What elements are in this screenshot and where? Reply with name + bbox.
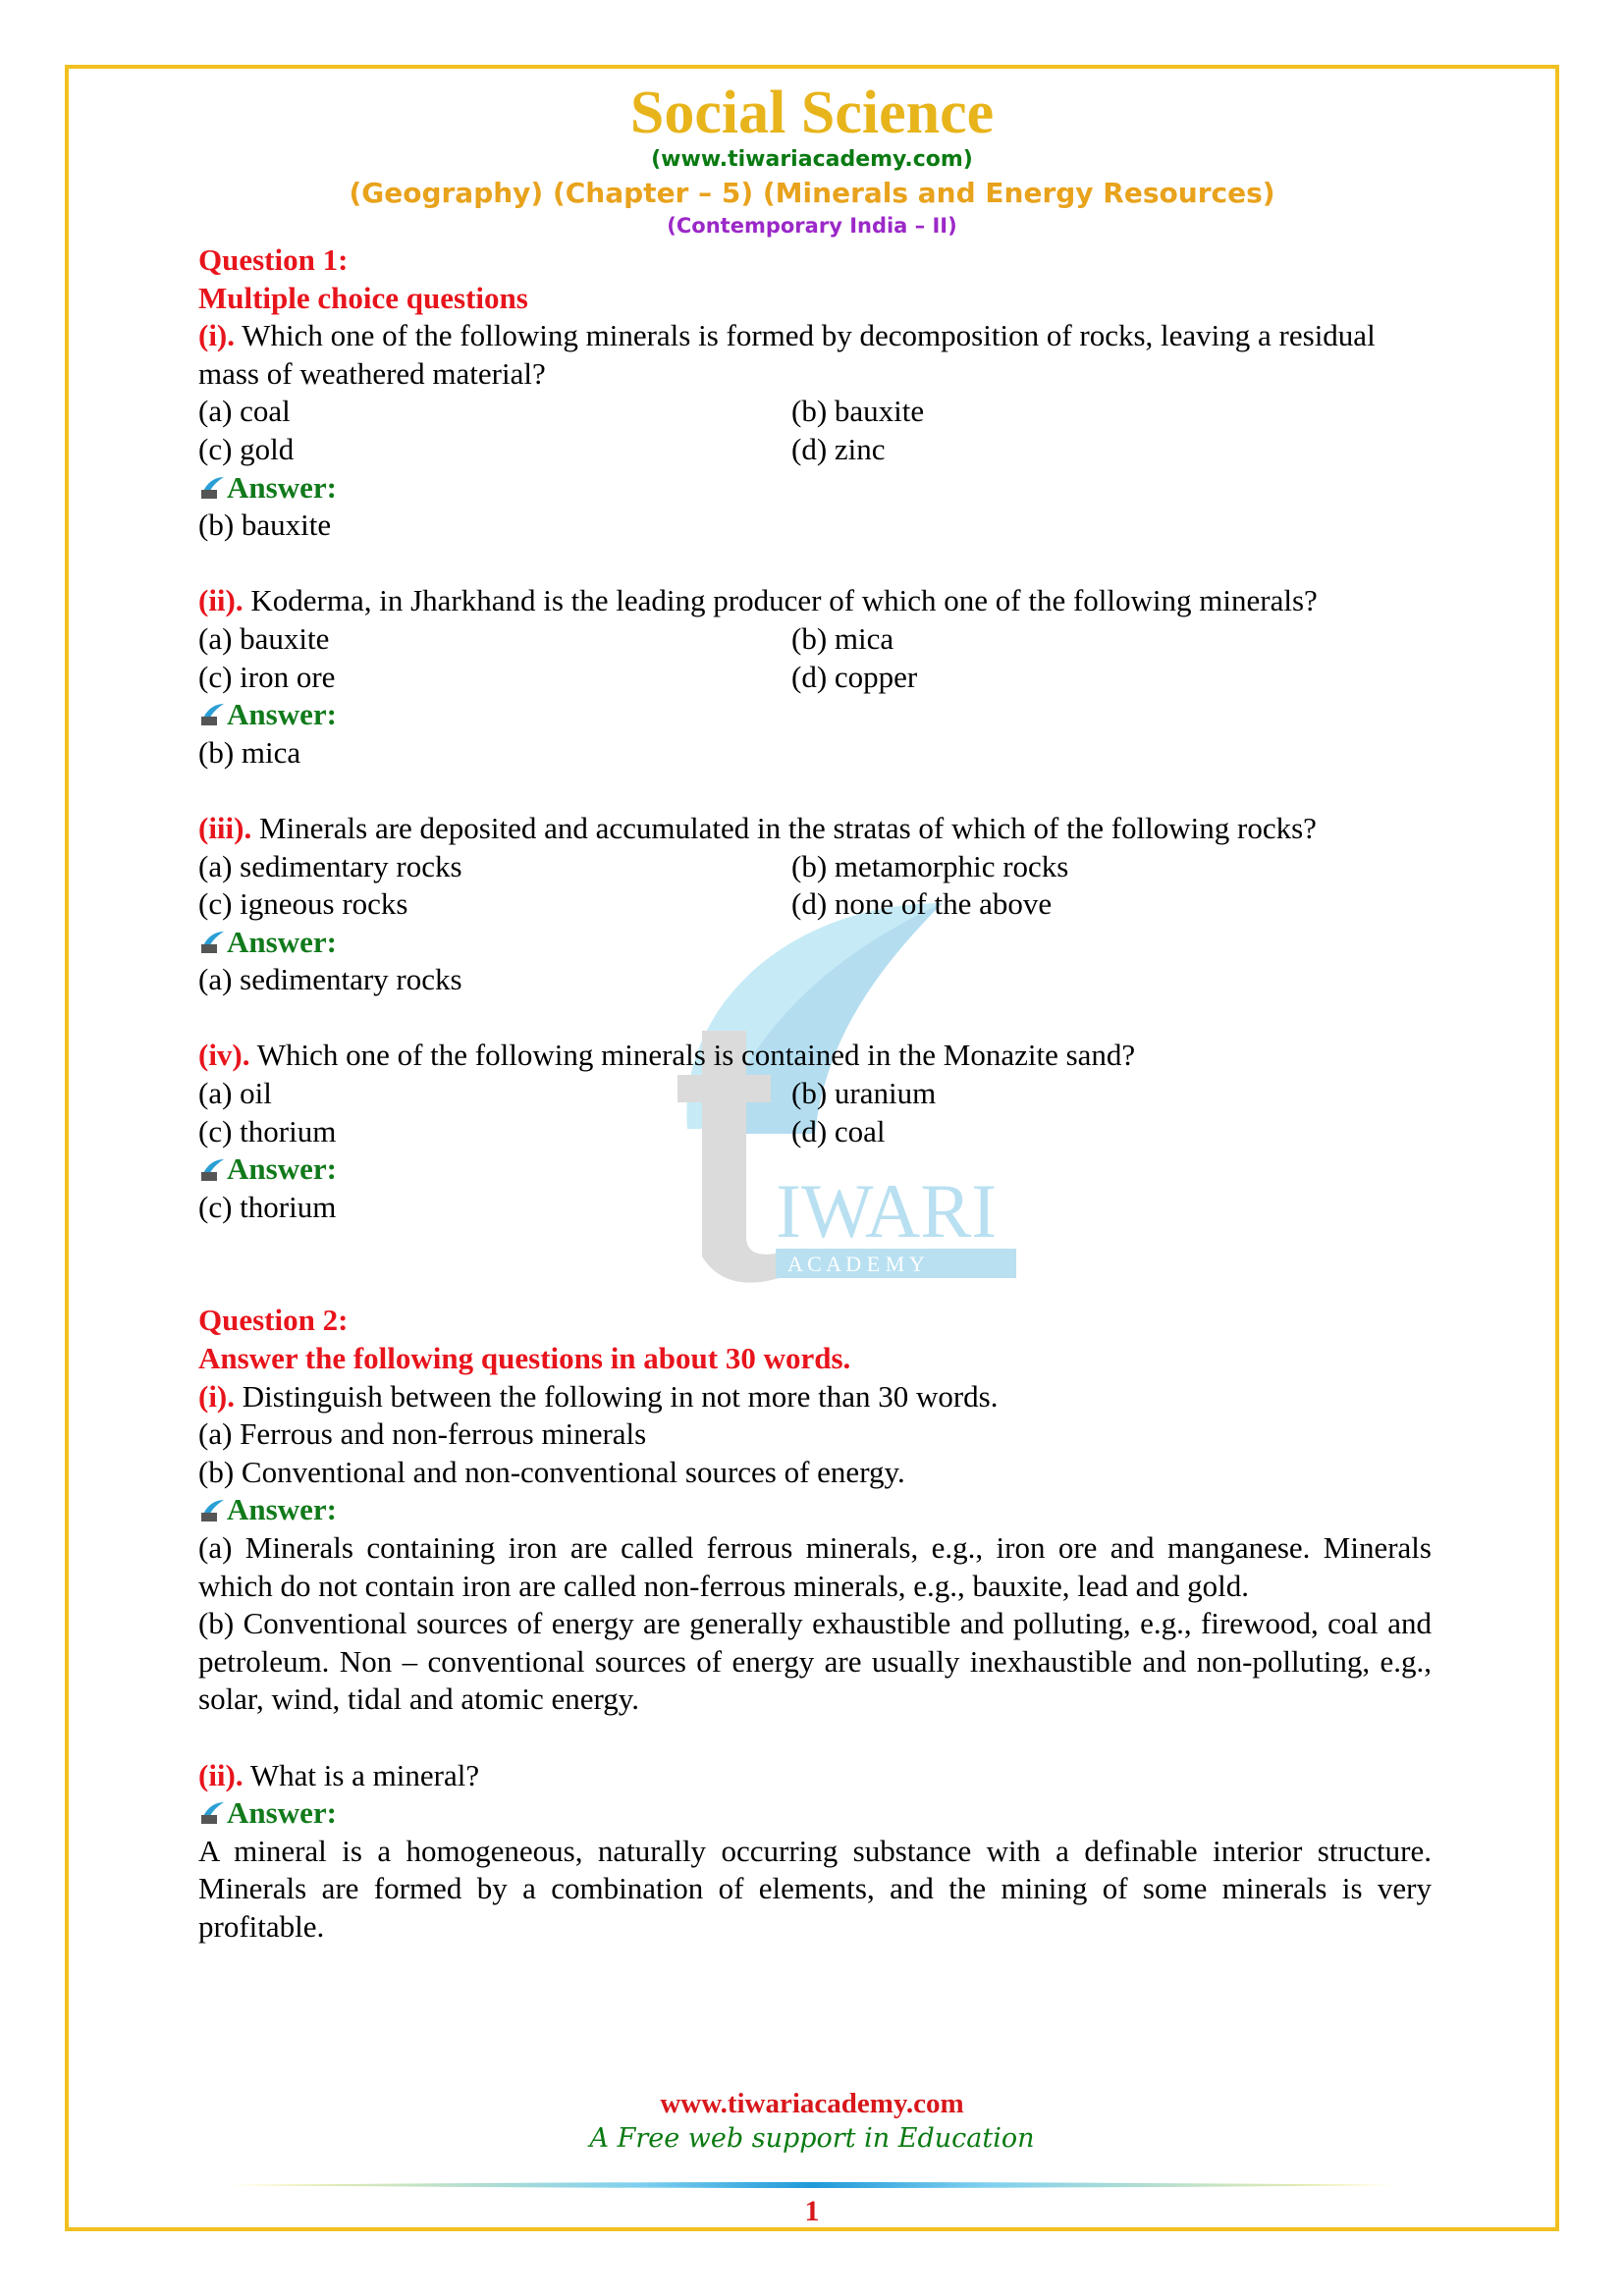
option: (b) bauxite xyxy=(791,394,925,429)
answer-text: (b) Conventional sources of energy are generally exhaustible and polluting, e.g., firewood, coal and petroleum. Non – conventional sources of energy are usually inexhaustible and non-polluting, e.g., solar, wind, tidal and atomic energy. xyxy=(198,1606,1432,1717)
question-number: (ii). xyxy=(198,1757,244,1792)
options-grid xyxy=(198,1075,1432,1150)
question-number: (iii). xyxy=(198,810,252,845)
feather-icon xyxy=(198,1799,226,1827)
feather-icon xyxy=(198,474,226,502)
option: (c) thorium xyxy=(198,1113,337,1148)
answer-label: Answer: xyxy=(198,1794,1432,1833)
answer-text: (a) Minerals containing iron are called ferrous minerals, e.g., iron ore and manganese. Minerals which do not contain iron are called non-ferrous minerals, e.g., bauxite, lead and gold. xyxy=(198,1530,1432,1603)
options-grid xyxy=(198,620,1432,696)
option: (c) igneous rocks xyxy=(198,886,408,922)
page-content xyxy=(198,241,1432,1947)
answer-text: A mineral is a homogeneous, naturally occurring substance with a definable interior structure. Minerals are formed by a combination of elements, and the mining of some minerals is very profitable. xyxy=(198,1833,1432,1944)
question-body: Distinguish between the following in not more than 30 words. xyxy=(242,1378,999,1414)
answer-text: (b) bauxite xyxy=(198,507,332,543)
feather-icon xyxy=(198,929,226,956)
question-part: (b) Conventional and non-conventional sources of energy. xyxy=(198,1454,905,1489)
option: (a) coal xyxy=(198,394,291,429)
question-1-title: Question 1: xyxy=(198,242,349,277)
question-number: (ii). xyxy=(198,583,244,618)
option: (c) iron ore xyxy=(198,659,336,694)
answer-label: Answer: xyxy=(198,1150,1432,1189)
footer-tagline: A Free web support in Education xyxy=(589,2123,1035,2154)
answer-label: Answer: xyxy=(198,696,1432,734)
answer-label: Answer: xyxy=(198,1491,1432,1529)
answer-text: (b) mica xyxy=(198,734,301,770)
watermark-text: IWARI xyxy=(776,1168,998,1254)
answer-text: (c) thorium xyxy=(198,1189,337,1224)
option: (d) copper xyxy=(791,659,918,694)
answer-label: Answer: xyxy=(198,924,1432,962)
question-body: Koderma, in Jharkhand is the leading producer of which one of the following minerals? xyxy=(250,583,1318,618)
question-part: (a) Ferrous and non-ferrous minerals xyxy=(198,1416,647,1452)
feather-icon xyxy=(198,1497,226,1524)
book-title: (Contemporary India – II) xyxy=(667,214,957,238)
feather-icon xyxy=(198,1156,226,1184)
options-grid xyxy=(198,393,1432,468)
question-number: (i). xyxy=(198,1378,236,1414)
header-site: (www.tiwariacademy.com) xyxy=(651,147,973,172)
question-text xyxy=(198,1378,1432,1416)
question-body: Which one of the following minerals is formed by decomposition of rocks, leaving a residual mass of weathered material? xyxy=(198,318,1376,391)
option: (b) metamorphic rocks xyxy=(791,848,1069,883)
answer-label: Answer: xyxy=(198,469,1432,507)
page-title: Social Science xyxy=(629,80,995,146)
option: (d) zinc xyxy=(791,431,886,466)
option: (b) mica xyxy=(791,620,894,656)
feather-icon xyxy=(198,701,226,728)
page-number: 1 xyxy=(804,2195,820,2227)
option: (d) none of the above xyxy=(791,886,1053,922)
question-1-subtitle: Multiple choice questions xyxy=(198,280,528,315)
question-number: (iv). xyxy=(198,1038,250,1073)
answer-text: (a) sedimentary rocks xyxy=(198,962,462,997)
question-text xyxy=(198,317,1432,393)
footer-site-link[interactable]: www.tiwariacademy.com xyxy=(660,2088,964,2119)
options-grid xyxy=(198,848,1432,924)
question-body: Minerals are deposited and accumulated in the stratas of which of the following rocks? xyxy=(259,810,1317,845)
chapter-title: (Geography) (Chapter – 5) (Minerals and Energy Resources) xyxy=(349,177,1275,209)
watermark-subtext: A C A D E M Y xyxy=(787,1252,925,1276)
question-text xyxy=(198,1757,1432,1795)
question-body: Which one of the following minerals is contained in the Monazite sand? xyxy=(256,1038,1136,1073)
option: (c) gold xyxy=(198,431,295,466)
option: (a) bauxite xyxy=(198,620,330,656)
question-text xyxy=(198,1037,1432,1075)
option: (b) uranium xyxy=(791,1076,937,1111)
question-2-subtitle: Answer the following questions in about 30 words. xyxy=(198,1341,851,1376)
option: (a) oil xyxy=(198,1076,272,1111)
question-number: (i). xyxy=(198,318,236,353)
option: (d) coal xyxy=(791,1113,886,1148)
question-2-title: Question 2: xyxy=(198,1303,349,1338)
footer-divider xyxy=(230,2181,1394,2189)
question-text xyxy=(198,810,1432,848)
question-text xyxy=(198,582,1432,620)
option: (a) sedimentary rocks xyxy=(198,848,462,883)
question-body: What is a mineral? xyxy=(249,1757,480,1792)
